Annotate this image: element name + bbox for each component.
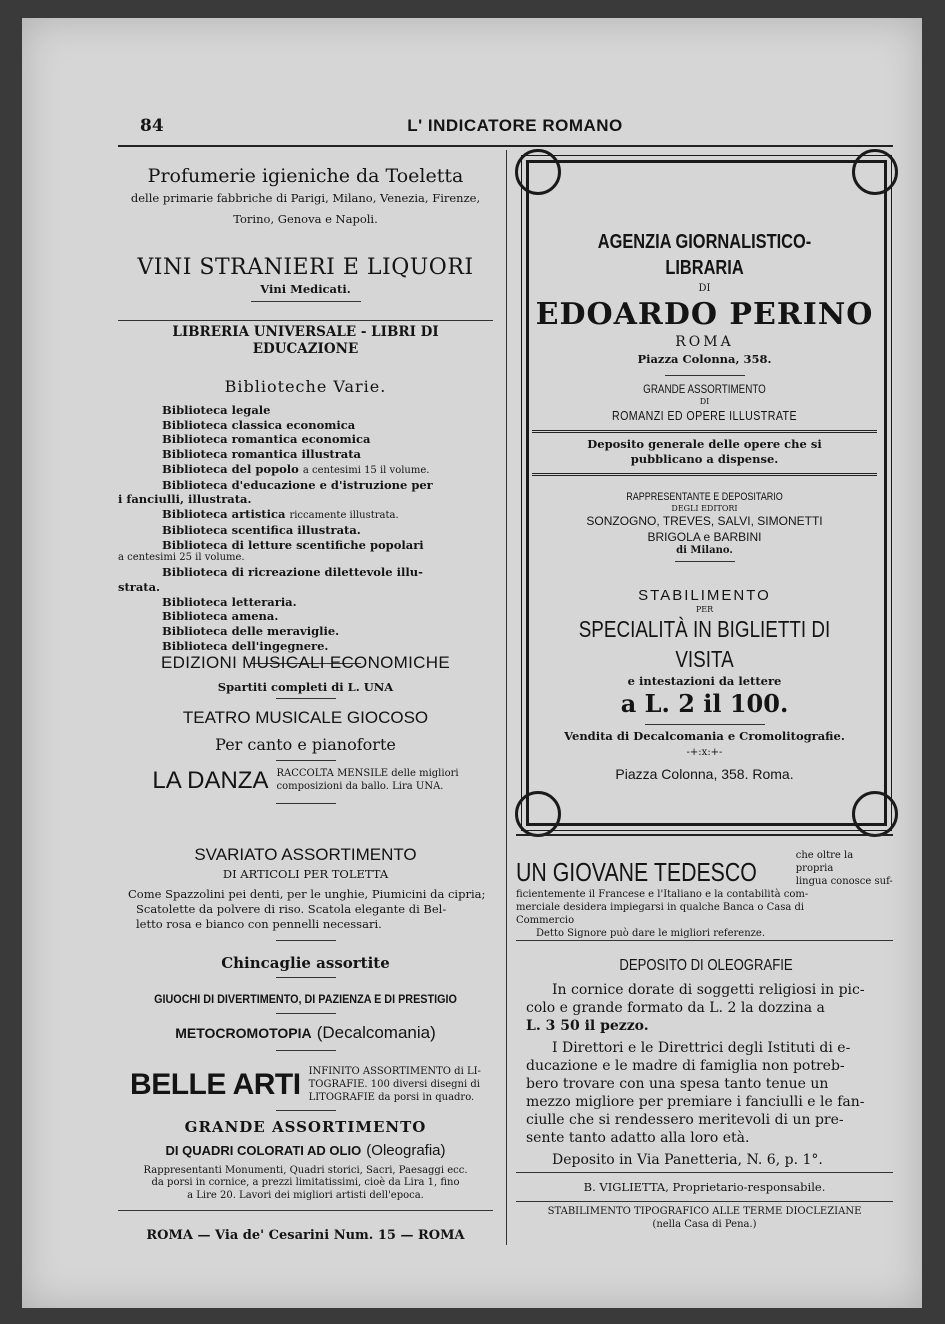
- svariato-title: SVARIATO ASSORTIMENTO: [194, 845, 417, 864]
- giovane-line4: Detto Signore può dare le migliori referenze.: [536, 927, 766, 939]
- deposito-line1: Deposito generale delle opere che si: [587, 437, 822, 452]
- vini-title: VINI STRANIERI E LIQUORI: [137, 255, 474, 280]
- giuochi-ad: [118, 992, 493, 1014]
- list-item: Biblioteca letteraria.: [162, 594, 297, 609]
- list-item: Biblioteca romantica economica: [162, 432, 371, 447]
- assortimento-di: DI: [699, 397, 710, 407]
- giovane-head: [516, 850, 893, 888]
- edizioni-ad: [118, 652, 493, 804]
- piazza-line: Piazza Colonna, 358. Roma.: [615, 766, 794, 783]
- libreria-ad: [118, 320, 493, 664]
- stabilimento-per: PER: [695, 605, 714, 615]
- rappresentante-line: RAPPRESENTANTE E DEPOSITARIO: [626, 491, 783, 503]
- vini-ad: [118, 254, 493, 302]
- metocromotopia-title: METOCROMOTOPIA: [175, 1025, 312, 1041]
- svariato-rule: [276, 940, 336, 941]
- list-item-label: Biblioteca del popolo: [162, 461, 299, 476]
- prezzo-line: a L. 2 il 100.: [620, 689, 789, 719]
- biglietti-block: [532, 586, 877, 784]
- ornament-corner: [852, 791, 898, 837]
- list-item: Biblioteca scentifica illustrata.: [162, 522, 361, 537]
- ornament-corner: [852, 149, 898, 195]
- spartiti-rule: [276, 698, 336, 699]
- grande-sub-b: (Oleografia): [366, 1142, 446, 1160]
- giuochi-title: GIUOCHI DI DIVERTIMENTO, DI PAZIENZA E DI PRESTIGIO: [154, 992, 457, 1006]
- list-item: strata.: [118, 579, 161, 594]
- belle-arti-title: BELLE ARTI: [130, 1068, 301, 1102]
- list-item: [118, 462, 493, 478]
- edizioni-title: EDIZIONI MUSICALI ECONOMICHE: [161, 653, 450, 672]
- perino-rule: [665, 375, 745, 376]
- list-item: Biblioteca delle meraviglie.: [162, 624, 340, 639]
- teatro-title: TEATRO MUSICALE GIOCOSO: [182, 708, 429, 728]
- canto-line: Per canto e pianoforte: [215, 735, 396, 755]
- vini-rule: [251, 301, 361, 302]
- giovane-side-line2: lingua conosce suf-: [795, 875, 893, 887]
- oleografie-body: [526, 982, 886, 1169]
- list-item-label: Biblioteca artistica: [162, 507, 286, 522]
- assortimento-title: GRANDE ASSORTIMENTO: [643, 382, 766, 396]
- libreria-title: LIBRERIA UNIVERSALE - LIBRI DI EDUCAZIONE: [172, 324, 439, 358]
- grande-assortimento-ad: [118, 1118, 493, 1203]
- giovane-side: [796, 850, 893, 888]
- list-item: [118, 507, 493, 523]
- degli-editori: DEGLI EDITORI: [671, 504, 738, 514]
- grande-line3: a Lire 20. Lavori dei migliori artisti dell'epoca.: [187, 1190, 424, 1202]
- romanzi-line: ROMANZI ED OPERE ILLUSTRATE: [611, 407, 798, 423]
- perino-header: [532, 230, 877, 376]
- agenzia-title: AGENZIA GIORNALISTICO-LIBRARIA: [597, 231, 812, 279]
- chincaglie-title: Chincaglie assortite: [221, 954, 390, 972]
- giovane-side-line1: che oltre la propria: [795, 850, 854, 874]
- vendita-line: Vendita di Decalcomania e Cromolitografie.: [564, 728, 845, 743]
- biblioteca-list: [118, 403, 493, 653]
- stabilimento-title: STABILIMENTO: [638, 587, 771, 604]
- oleografie-p1-line3: L. 3 50 il pezzo.: [526, 1018, 649, 1035]
- casa-di-pena: (nella Casa di Pena.): [652, 1218, 757, 1230]
- belle-arti-line3: LITOGRAFIE da porsi in quadro.: [308, 1091, 475, 1103]
- list-item: Biblioteca classica economica: [162, 417, 356, 432]
- oleografie-p2-line5: ciulle che si rendessero meritevoli di un pre-: [526, 1111, 844, 1128]
- ornament-divider: -+:x:+-: [686, 747, 723, 759]
- canto-rule: [276, 760, 336, 761]
- oleografie-p1-line2: colo e grande formato da L. 2 la dozzina a: [526, 1000, 825, 1017]
- danza-desc-line2: composizioni da ballo. Lira UNA.: [276, 780, 444, 792]
- deposito-rule: [532, 473, 877, 476]
- deposito-line2: pubblicano a dispense.: [630, 451, 779, 466]
- oleografie-p2-line6: sente tanto adatto alla loro età.: [526, 1129, 750, 1146]
- perino-city: ROMA: [675, 334, 734, 351]
- metocromotopia-ad: [118, 1022, 493, 1051]
- oleografie-p3: Deposito in Via Panetteria, N. 6, p. 1°.: [552, 1151, 823, 1168]
- libreria-subtitle: Biblioteche Varie.: [224, 376, 387, 396]
- newspaper-title: L' INDICATORE ROMANO: [407, 116, 623, 135]
- left-footer-rule: [118, 1210, 493, 1211]
- romanzi-rule: [532, 430, 877, 433]
- belle-arti-line1: INFINITO ASSORTIMENTO di LI-: [308, 1066, 481, 1077]
- page-number: 84: [140, 116, 164, 136]
- belle-arti-ad: [118, 1066, 493, 1111]
- giovane-title: UN GIOVANE TEDESCO: [516, 857, 757, 888]
- svariato-line1: Come Spazzolini pei denti, per le unghie, Piumicini da cipria;: [128, 887, 486, 902]
- vini-subtitle: Vini Medicati.: [260, 282, 351, 297]
- metocromotopia-rule: [276, 1050, 336, 1051]
- giovane-line2: merciale desidera impiegarsi in qualche Banca o Casa di: [516, 902, 805, 914]
- perino-address: Piazza Colonna, 358.: [637, 352, 772, 367]
- list-item: Biblioteca d'educazione e d'istruzione per: [162, 477, 433, 492]
- list-item: a centesimi 25 il volume.: [118, 552, 245, 564]
- danza-title: LA DANZA: [152, 766, 269, 794]
- giovane-ad: [516, 850, 893, 941]
- giovane-line3: Commercio: [516, 914, 575, 926]
- left-footer: [118, 1228, 493, 1245]
- grande-title: GRANDE ASSORTIMENTO: [184, 1118, 427, 1136]
- prezzo-rule: [645, 724, 765, 725]
- metocromotopia-sub: (Decalcomania): [316, 1023, 436, 1042]
- list-item-note: riccamente illustrata.: [289, 510, 399, 522]
- svariato-ad: [118, 844, 493, 941]
- chincaglie-rule: [276, 977, 336, 978]
- grande-line1: Rappresentanti Monumenti, Quadri storici, Sacri, Paesaggi ecc.: [143, 1164, 468, 1176]
- milano-rule: [675, 561, 735, 562]
- editori-line2: BRIGOLA e BARBINI: [647, 529, 762, 544]
- profumerie-ad: [118, 164, 493, 227]
- oleografie-p2-line4: mezzo migliore per premiare i fanciulli e le fan-: [526, 1093, 865, 1110]
- profumerie-title: Profumerie igieniche da Toeletta: [147, 165, 464, 187]
- oleografie-p2-line3: bero trovare con una spesa tanto tenue un: [526, 1076, 829, 1092]
- list-item: Biblioteca legale: [162, 403, 271, 417]
- ornament-corner: [515, 791, 561, 837]
- danza-desc: [276, 768, 458, 794]
- intestazioni-line: e intestazioni da lettere: [627, 674, 782, 689]
- belle-arti-row: [118, 1066, 493, 1104]
- libreria-top-rule: [118, 320, 493, 321]
- perino-name: EDOARDO PERINO: [535, 296, 874, 332]
- stabilimento-tipografico: STABILIMENTO TIPOGRAFICO ALLE TERME DIOCLEZIANE: [547, 1205, 862, 1217]
- belle-arti-line2: TOGRAFIE. 100 diversi disegni di: [308, 1078, 480, 1090]
- viglietta-line: B. VIGLIETTA, Proprietario-responsabile.: [583, 1180, 826, 1194]
- colophon-rule: [516, 1172, 893, 1173]
- danza-desc-line1: RACCOLTA MENSILE delle migliori: [276, 767, 459, 779]
- grande-line2: da porsi in cornice, a prezzi limitatissimi, cioè da Lira 1, fino: [151, 1177, 460, 1189]
- list-item: Biblioteca dell'ingegnere.: [162, 638, 329, 653]
- grande-subtitle: [118, 1140, 493, 1160]
- giuochi-rule: [276, 1013, 336, 1014]
- assortimento-block: [532, 382, 877, 476]
- colophon-inner-rule: [516, 1201, 893, 1202]
- svariato-subtitle: DI ARTICOLI PER TOLETTA: [222, 866, 389, 881]
- grande-sub-a: DI QUADRI COLORATI AD OLIO: [165, 1143, 362, 1159]
- svariato-line2: Scatolette da polvere di riso. Scatola elegante di Bel-: [136, 902, 447, 917]
- belle-arti-rule: [276, 1110, 336, 1111]
- chincaglie-ad: [118, 954, 493, 978]
- giovane-line1: ficientemente il Francese e l'Italiano e la contabilità com-: [516, 889, 809, 901]
- running-head: [140, 116, 890, 138]
- metocromotopia-line: [118, 1022, 493, 1044]
- list-item-note: a centesimi 15 il volume.: [302, 464, 430, 476]
- oleografie-p2-line2: ducazione e le madre di famiglia non potreb-: [526, 1058, 845, 1075]
- belle-arti-desc: [309, 1066, 481, 1104]
- list-item: Biblioteca amena.: [162, 609, 279, 624]
- oleografie-title: DEPOSITO DI OLEOGRAFIE: [619, 957, 793, 974]
- danza-row: [118, 767, 493, 795]
- profumerie-line1: delle primarie fabbriche di Parigi, Milano, Venezia, Firenze,: [130, 191, 481, 206]
- danza-rule: [276, 803, 336, 804]
- list-item: Biblioteca di letture scentifiche popolari: [162, 537, 424, 552]
- editori-block: [532, 490, 877, 562]
- agenzia-di: DI: [698, 283, 711, 295]
- list-item: Biblioteca di ricreazione dilettevole illu-: [162, 565, 423, 580]
- specialita-title: SPECIALITÀ IN BIGLIETTI DI VISITA: [578, 616, 831, 672]
- left-footer-address: ROMA — Via de' Cesarini Num. 15 — ROMA: [146, 1228, 465, 1243]
- list-item: Biblioteca romantica illustrata: [162, 447, 361, 462]
- svariato-line3: letto rosa e bianco con pennelli necessari.: [136, 916, 382, 931]
- editori-line1: SONZOGNO, TREVES, SALVI, SIMONETTI: [586, 514, 823, 529]
- column-divider: [506, 150, 507, 1245]
- milano-line: di Milano.: [676, 545, 733, 557]
- oleografie-top-rule: [516, 940, 893, 941]
- head-rule: [118, 145, 893, 147]
- oleografie-p1-line1: In cornice dorate di soggetti religiosi in pic-: [552, 982, 865, 999]
- spartiti-line: Spartiti completi di L. UNA: [217, 679, 394, 694]
- giovane-top-rule: [516, 834, 893, 836]
- oleografie-p2-line1: I Direttori e le Direttrici degli Istituti di e-: [552, 1040, 851, 1057]
- colophon: [516, 1180, 893, 1231]
- list-item: i fanciulli, illustrata.: [118, 492, 252, 507]
- oleografie-ad: [526, 956, 886, 1170]
- ornament-corner: [515, 149, 561, 195]
- profumerie-line2: Torino, Genova e Napoli.: [233, 212, 378, 227]
